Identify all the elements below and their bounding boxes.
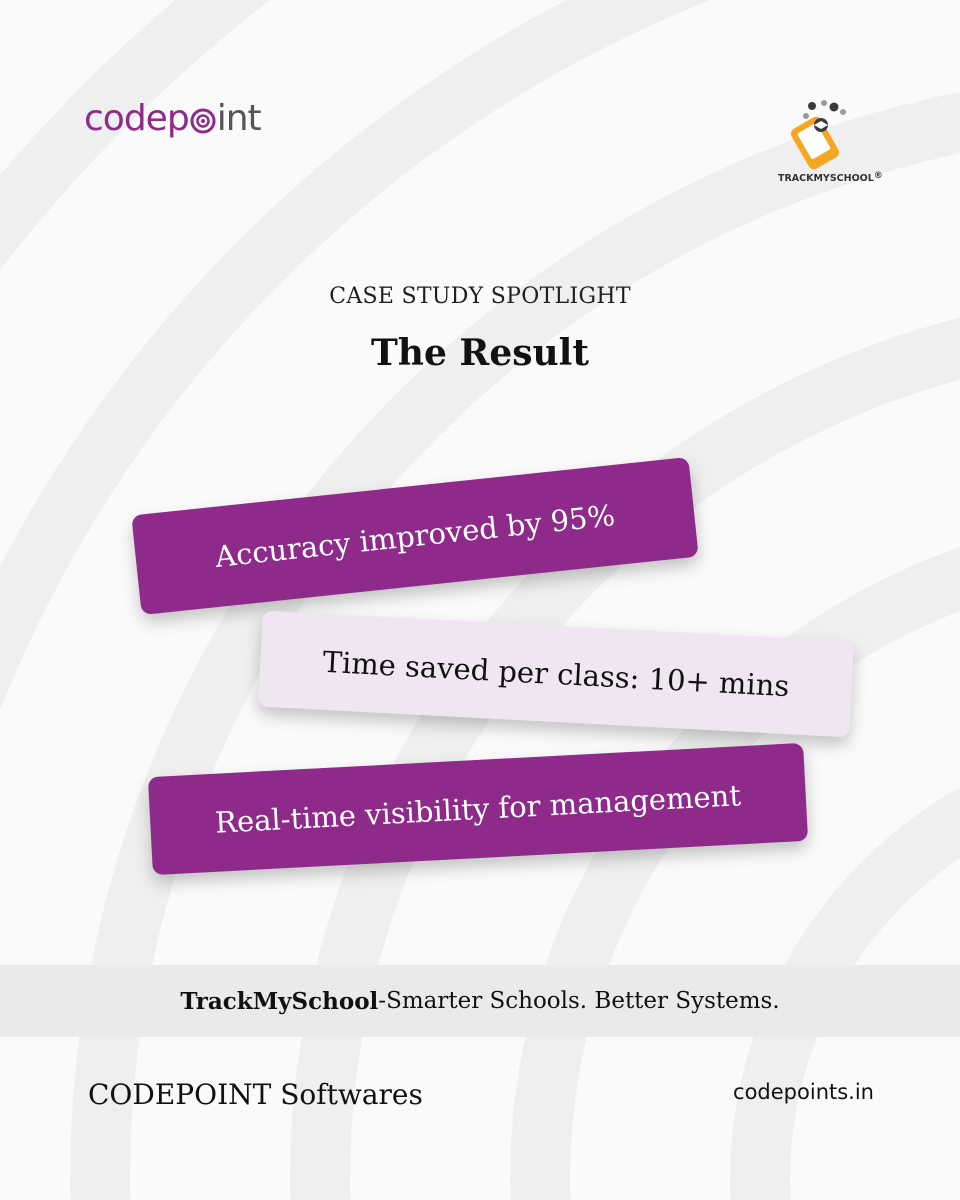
tagline-brand: TrackMySchool bbox=[180, 987, 379, 1015]
section-eyebrow: CASE STUDY SPOTLIGHT bbox=[329, 284, 631, 309]
logo-text-int: int bbox=[216, 98, 261, 139]
tagline-band bbox=[0, 965, 960, 1037]
trackmyschool-logo bbox=[776, 98, 883, 190]
result-text: Real-time visibility for management bbox=[214, 778, 742, 840]
logo-text-p: p bbox=[166, 98, 189, 139]
phone-graduation-icon bbox=[776, 98, 880, 170]
target-icon bbox=[190, 108, 216, 134]
result-text: Accuracy improved by 95% bbox=[213, 498, 617, 574]
codepoint-logo bbox=[84, 98, 261, 139]
page-title: The Result bbox=[371, 332, 589, 374]
trackmyschool-wordmark-text: TRACKMYSCHOOL bbox=[778, 173, 874, 184]
footer-website-link[interactable]: codepoints.in bbox=[733, 1080, 874, 1104]
tagline-text: -Smarter Schools. Better Systems. bbox=[378, 988, 780, 1014]
result-text: Time saved per class: 10+ mins bbox=[321, 644, 791, 704]
registered-mark: ® bbox=[873, 171, 883, 181]
trackmyschool-wordmark bbox=[778, 171, 883, 184]
footer-company-name: CODEPOINT Softwares bbox=[88, 1078, 423, 1111]
logo-text-code: code bbox=[84, 98, 167, 139]
